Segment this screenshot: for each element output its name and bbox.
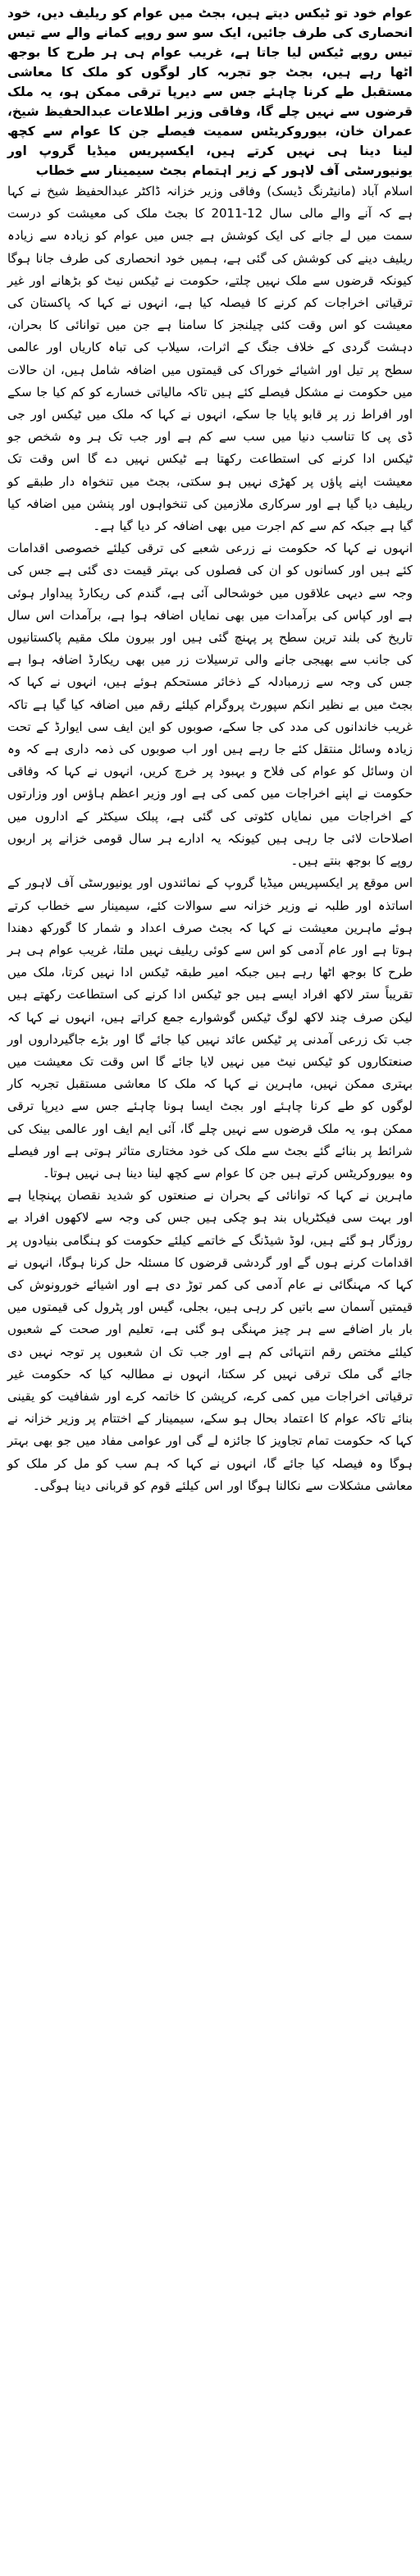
- article-paragraph: اس موقع پر ایکسپریس میڈیا گروپ کے نمائندوں اور یونیورسٹی آف لاہور کے اساتذہ اور طلبہ نے وزیر خزانہ سے سوالات کئے، سیمینار سے خطاب کرتے ہوئے ماہرین معیشت نے کہا کہ بجٹ صرف اعداد و شمار کا گورکھ دھندا ہوتا ہے اور عام آدمی کو اس سے کوئی ریلیف نہیں ملتا، غریب عوام ہی ہر طرح کا بوجھ اٹھا رہے ہیں جبکہ امیر طبقہ ٹیکس ادا نہیں کرتا، ملک میں تقریباً ستر لاکھ افراد ایسے ہیں جو ٹیکس ادا کرنے کی استطاعت رکھتے ہیں لیکن صرف چند لاکھ لوگ ٹیکس گوشوارے جمع کراتے ہیں، انہوں نے کہا کہ جب تک زرعی آمدنی پر ٹیکس عائد نہیں کیا جائے گا اور بڑے جاگیرداروں اور صنعتکاروں کو ٹیکس نیٹ میں نہیں لایا جائے گا اس وقت تک معیشت میں بہتری ممکن نہیں، ماہرین نے کہا کہ ملک کا معاشی مستقبل تجربہ کار لوگوں کو طے کرنا چاہئے اور بجٹ ایسا ہونا چاہئے جس سے دیرپا ترقی ممکن ہو، یہ ملک قرضوں سے نہیں چلے گا، آئی ایم ایف اور عالمی بینک کی شرائط پر بنائے گئے بجٹ سے ملک کی خود مختاری متاثر ہوتی ہے اور فیصلے وہ بیوروکریٹس کرتے ہیں جن کا عوام سے کچھ لینا دینا ہی نہیں ہوتا۔: [7, 875, 413, 1181]
- article-headline: عوام خود تو ٹیکس دیتے ہیں، بجٹ میں عوام کو ریلیف دیں، خود انحصاری کی طرف جائیں، ایک سو سو روپے کمانے والے سے تیس تیس روپے ٹیکس لیا جاتا ہے، غریب عوام ہی ہر طرح کا بوجھ اٹھا رہے ہیں، بجٹ جو تجربہ کار لوگوں کو ملک کا معاشی مستقبل طے کرنا چاہئے جس سے دیرپا ترقی ممکن ہو، یہ ملک قرضوں سے نہیں چلے گا، وفاقی وزیر اطلاعات عبدالحفیظ شیخ، عمران خان، بیوروکریٹس سمیت فیصلے جن کا عوام سے کچھ لینا دینا ہی نہیں کرتے ہیں، ایکسپریس میڈیا گروپ اور یونیورسٹی آف لاہور کے زیر اہتمام بجٹ سیمینار سے خطاب: [7, 6, 413, 178]
- article-paragraph: اسلام آباد (مانیٹرنگ ڈیسک) وفاقی وزیر خزانہ ڈاکٹر عبدالحفیظ شیخ نے کہا ہے کہ آنے والے مالی سال 12-2011 کا بجٹ ملک کی معیشت کو درست سمت میں لے جانے کی ایک کوشش ہے جس میں عوام کو زیادہ سے زیادہ ریلیف دینے کی کوشش کی گئی ہے، ہمیں خود انحصاری کی طرف جانا ہوگا کیونکہ قرضوں سے ملک نہیں چلتے، حکومت نے ٹیکس نیٹ کو بڑھانے اور غیر ترقیاتی اخراجات کم کرنے کا فیصلہ کیا ہے، انہوں نے کہا کہ پاکستان کی معیشت کو اس وقت کئی چیلنجز کا سامنا ہے جن میں توانائی کا بحران، دہشت گردی کے خلاف جنگ کے اثرات، سیلاب کی تباہ کاریاں اور عالمی سطح پر تیل اور اشیائے خوراک کی قیمتوں میں اضافہ شامل ہیں، ان حالات میں حکومت نے مشکل فیصلے کئے ہیں تاکہ مالیاتی خسارے کو کم کیا جا سکے اور افراط زر پر قابو پایا جا سکے، انہوں نے کہا کہ ملک میں ٹیکس اور جی ڈی پی کا تناسب دنیا میں سب سے کم ہے اور جب تک ہر وہ شخص جو ٹیکس ادا کرنے کی استطاعت رکھتا ہے ٹیکس نہیں دے گا اس وقت تک معیشت اپنے پاؤں پر کھڑی نہیں ہو سکتی، بجٹ میں تنخواہ دار طبقے کو ریلیف دیا گیا ہے اور سرکاری ملازمین کی تنخواہوں اور پنشن میں اضافہ کیا گیا ہے جبکہ کم سے کم اجرت میں بھی اضافہ کر دیا گیا ہے۔: [7, 184, 413, 534]
- article-paragraph: ماہرین نے کہا کہ توانائی کے بحران نے صنعتوں کو شدید نقصان پہنچایا ہے اور بہت سی فیکٹریاں بند ہو چکی ہیں جس کی وجہ سے لاکھوں افراد بے روزگار ہو گئے ہیں، لوڈ شیڈنگ کے خاتمے کیلئے حکومت کو ہنگامی بنیادوں پر اقدامات کرنے ہوں گے اور گردشی قرضوں کا مسئلہ حل کرنا ہوگا، انہوں نے کہا کہ مہنگائی نے عام آدمی کی کمر توڑ دی ہے اور اشیائے خورونوش کی قیمتیں آسمان سے باتیں کر رہی ہیں، بجلی، گیس اور پٹرول کی قیمتوں میں بار بار اضافے سے ہر چیز مہنگی ہو گئی ہے، تعلیم اور صحت کے شعبوں کیلئے مختص رقم انتہائی کم ہے اور جب تک ان شعبوں پر توجہ نہیں دی جائے گی ملک ترقی نہیں کر سکتا، انہوں نے مطالبہ کیا کہ حکومت غیر ترقیاتی اخراجات میں کمی کرے، کرپشن کا خاتمہ کرے اور شفافیت کو یقینی بنائے تاکہ عوام کا اعتماد بحال ہو سکے، سیمینار کے اختتام پر وزیر خزانہ نے کہا کہ حکومت تمام تجاویز کا جائزہ لے گی اور عوامی مفاد میں جو بھی بہتر ہوگا وہ فیصلہ کیا جائے گا، انہوں نے کہا کہ ہم سب کو مل کر ملک کو معاشی مشکلات سے نکالنا ہوگا اور اس کیلئے قوم کو قربانی دینا ہوگی۔: [7, 1188, 413, 1493]
- article-paragraph: انہوں نے کہا کہ حکومت نے زرعی شعبے کی ترقی کیلئے خصوصی اقدامات کئے ہیں اور کسانوں کو ان کی فصلوں کی بہتر قیمت دی گئی ہے جس کی وجہ سے دیہی علاقوں میں خوشحالی آئی ہے، گندم کی ریکارڈ پیداوار ہوئی ہے اور کپاس کی برآمدات میں بھی نمایاں اضافہ ہوا ہے، برآمدات اس سال تاریخ کی بلند ترین سطح پر پہنچ گئی ہیں اور بیرون ملک مقیم پاکستانیوں کی جانب سے بھیجی جانے والی ترسیلات زر میں بھی ریکارڈ اضافہ ہوا ہے جس کی وجہ سے زرمبادلہ کے ذخائر مستحکم ہوئے ہیں، انہوں نے کہا کہ بجٹ میں بے نظیر انکم سپورٹ پروگرام کیلئے رقم میں اضافہ کیا گیا ہے تاکہ غریب خاندانوں کی مدد کی جا سکے، صوبوں کو این ایف سی ایوارڈ کے تحت زیادہ وسائل منتقل کئے جا رہے ہیں اور اب صوبوں کی ذمہ داری ہے کہ وہ ان وسائل کو عوام کی فلاح و بہبود پر خرچ کریں، انہوں نے کہا کہ وفاقی حکومت نے اپنے اخراجات میں کمی کی ہے اور وزیر اعظم ہاؤس اور وزارتوں کے اخراجات میں نمایاں کٹوتی کی گئی ہے، پبلک سیکٹر کے اداروں میں اصلاحات لائی جا رہی ہیں کیونکہ یہ ادارے ہر سال قومی خزانے پر اربوں روپے کا بوجھ بنتے ہیں۔: [7, 541, 413, 869]
